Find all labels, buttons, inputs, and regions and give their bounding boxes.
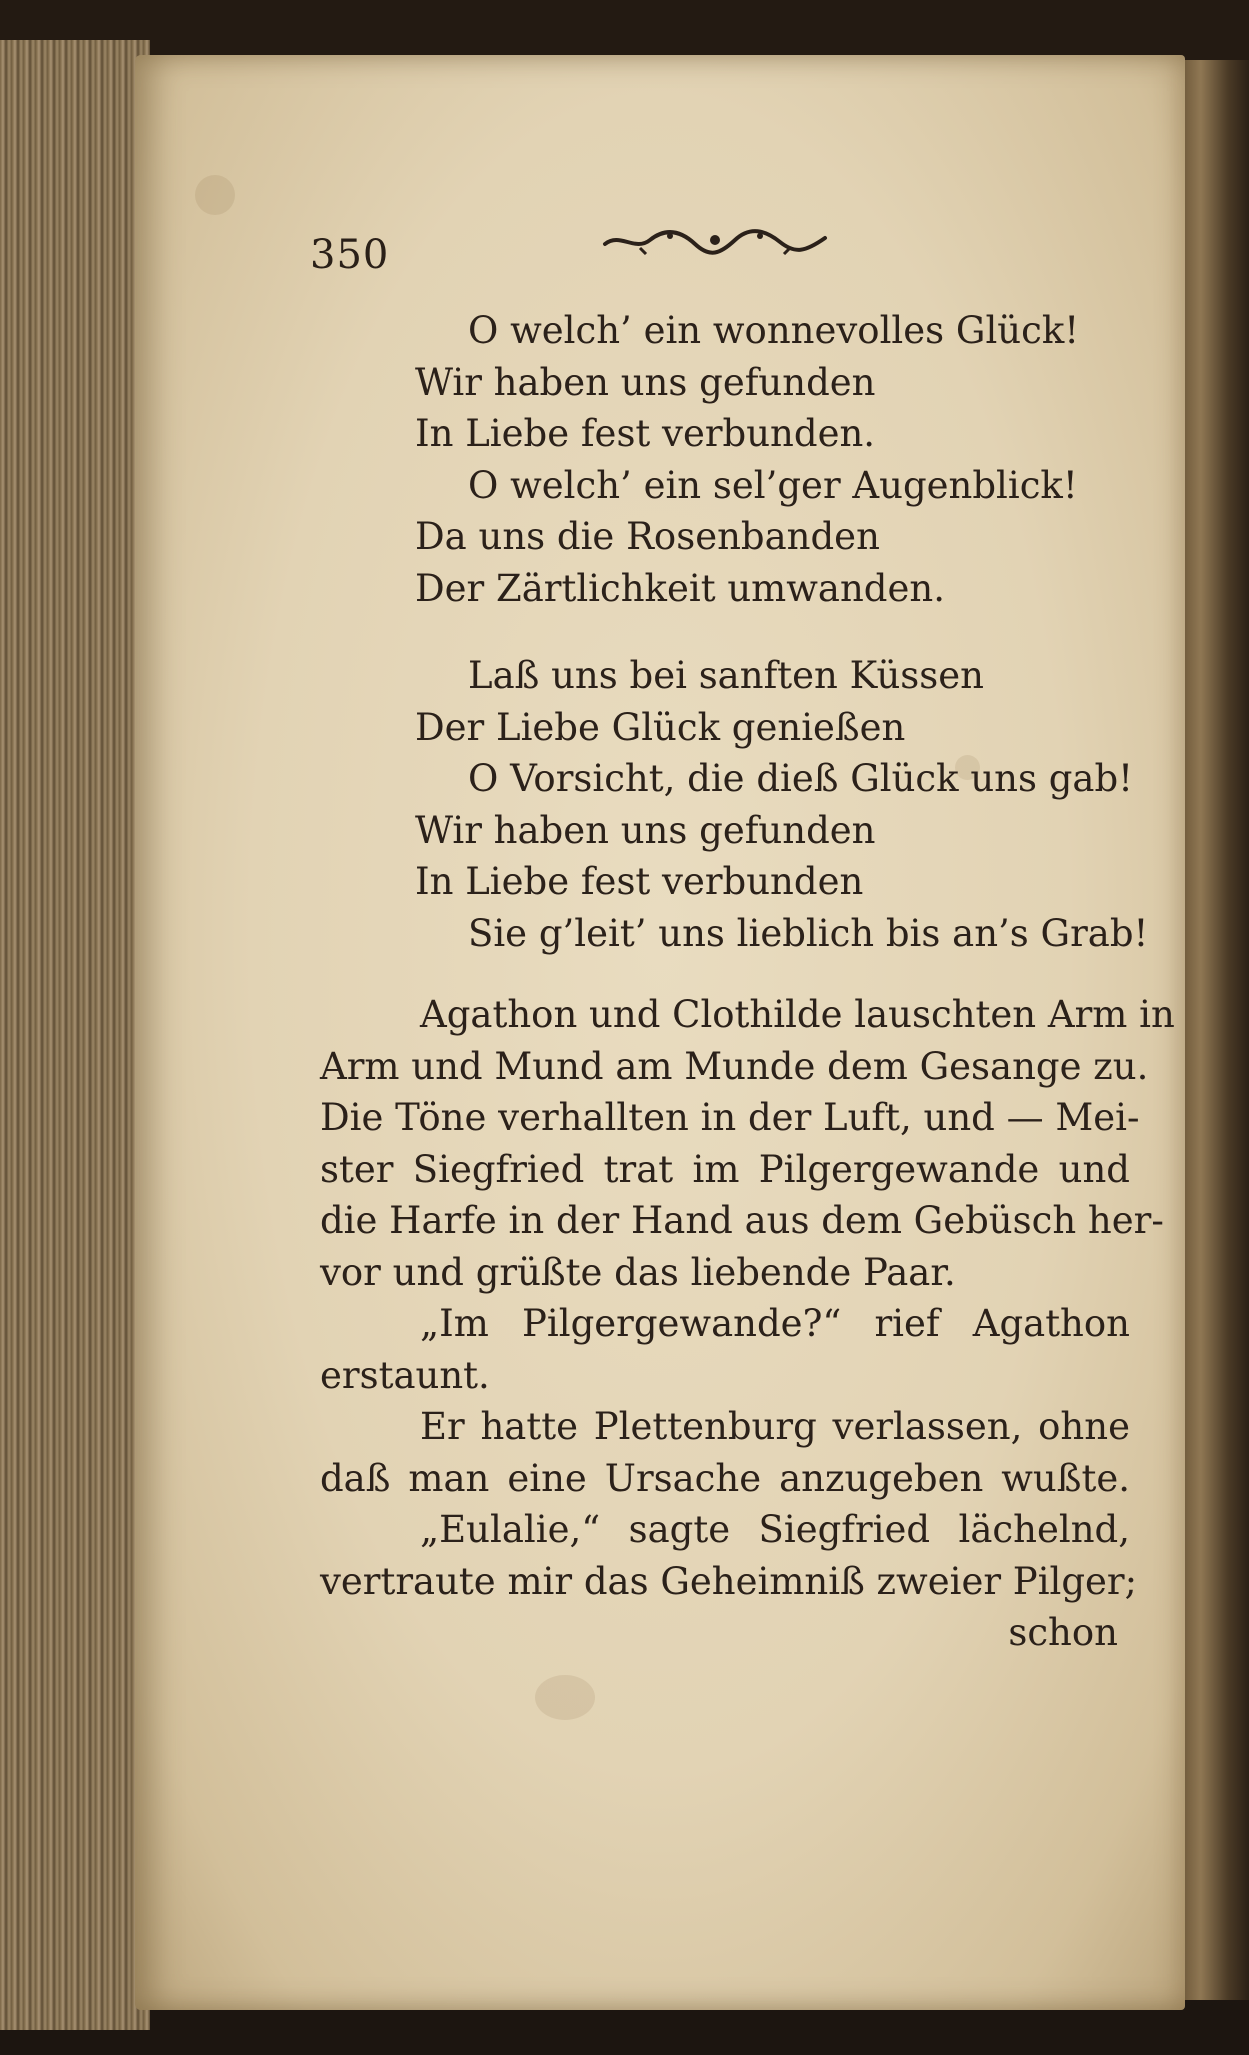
book-top-shadow bbox=[0, 0, 1249, 60]
section-gap bbox=[320, 959, 1130, 989]
prose-line: Arm und Mund am Munde dem Gesange zu. bbox=[320, 1044, 1149, 1088]
verse-line: Da uns die Rosenbanden bbox=[415, 515, 880, 558]
prose-line: erstaunt. bbox=[320, 1353, 490, 1397]
verse-line: In Liebe fest verbunden bbox=[415, 860, 864, 903]
page-text bbox=[320, 305, 1175, 1659]
prose-line: daß man eine Ursache anzugeben wußte. bbox=[320, 1456, 1130, 1500]
prose-line: vertraute mir das Geheimniß zweier Pilger; bbox=[320, 1559, 1138, 1603]
verse-line: Wir haben uns gefunden bbox=[415, 808, 876, 852]
stanza-gap bbox=[320, 614, 1130, 650]
paper-stain bbox=[535, 1675, 595, 1720]
paper-stain bbox=[195, 175, 235, 215]
verse-line: Sie g’leit’ uns lieblich bis an’s Grab! bbox=[468, 911, 1149, 955]
verse-line: O welch’ ein wonnevolles Glück! bbox=[468, 309, 1080, 352]
book-right-edge bbox=[1180, 60, 1249, 2000]
verse-line: Der Liebe Glück genießen bbox=[415, 705, 906, 749]
decorative-vine-ornament-icon bbox=[600, 222, 830, 260]
verse-line: Wir haben uns gefunden bbox=[415, 360, 876, 404]
book-page-edges bbox=[0, 40, 150, 2030]
prose-line: die Harfe in der Hand aus dem Gebüsch her- bbox=[320, 1199, 1164, 1242]
verse-line: Laß uns bei sanften Küssen bbox=[468, 654, 984, 697]
prose-line: „Eulalie,“ sagte Siegfried lächelnd, bbox=[420, 1508, 1130, 1551]
prose-line: Agathon und Clothilde lauschten Arm in bbox=[420, 993, 1175, 1036]
verse-line: O welch’ ein sel’ger Augenblick! bbox=[468, 463, 1078, 507]
prose-line: vor und grüßte das liebende Paar. bbox=[320, 1250, 956, 1294]
prose-line: Die Töne verhallten in der Luft, und — Mei- bbox=[320, 1096, 1140, 1139]
verse-line: O Vorsicht, die dieß Glück uns gab! bbox=[468, 757, 1134, 800]
verse-line: Der Zärtlichkeit umwanden. bbox=[415, 566, 945, 610]
prose-line: Er hatte Plettenburg verlassen, ohne bbox=[420, 1405, 1130, 1448]
verse-line: In Liebe fest verbunden. bbox=[415, 412, 876, 455]
page-number: 350 bbox=[310, 232, 390, 278]
prose-line: ster Siegfried trat im Pilgergewande und bbox=[320, 1147, 1130, 1191]
prose-line: „Im Pilgergewande?“ rief Agathon bbox=[420, 1302, 1130, 1345]
catchword: schon bbox=[1008, 1611, 1118, 1654]
